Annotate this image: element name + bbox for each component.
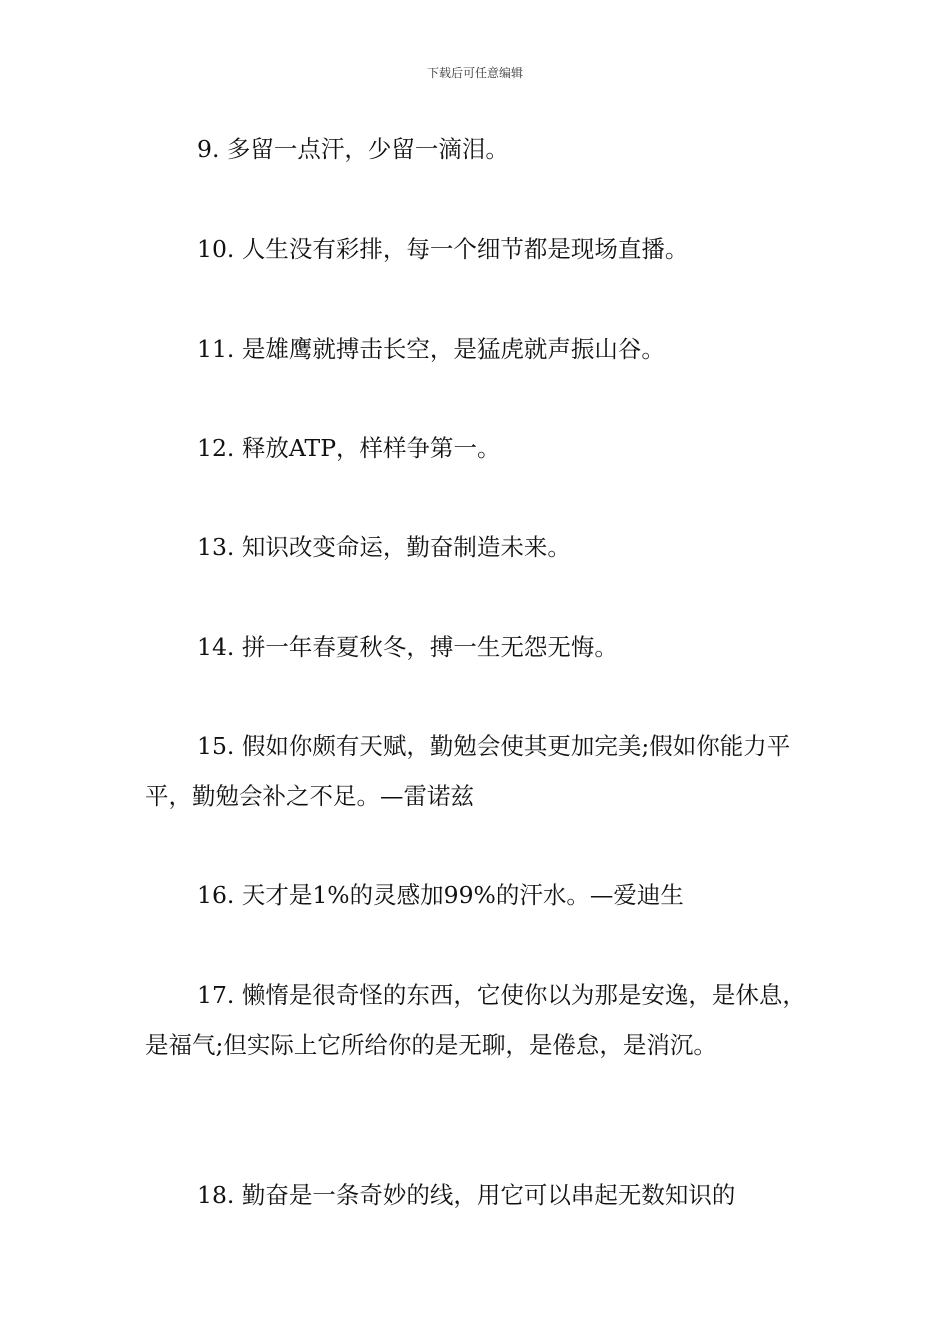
paragraph-16: 16. 天才是1%的灵感加99%的汗水。—爱迪生 bbox=[197, 881, 684, 909]
paragraph-14: 14. 拼一年春夏秋冬，搏一生无怨无悔。 bbox=[197, 633, 618, 661]
paragraph-11: 11. 是雄鹰就搏击长空，是猛虎就声振山谷。 bbox=[197, 335, 665, 363]
paragraph-9: 9. 多留一点汗，少留一滴泪。 bbox=[197, 135, 509, 163]
paragraph-18: 18. 勤奋是一条奇妙的线，用它可以串起无数知识的 bbox=[197, 1181, 736, 1209]
page-header: 下载后可任意编辑 bbox=[426, 66, 523, 80]
paragraph-15: 15. 假如你颇有天赋，勤勉会使其更加完美;假如你能力平平，勤勉会补之不足。—雷诺兹 bbox=[145, 732, 791, 810]
paragraph-10: 10. 人生没有彩排，每一个细节都是现场直播。 bbox=[197, 235, 689, 263]
paragraph-13: 13. 知识改变命运，勤奋制造未来。 bbox=[197, 533, 571, 561]
paragraph-12: 12. 释放ATP，样样争第一。 bbox=[197, 434, 501, 462]
paragraph-17: 17. 懒惰是很奇怪的东西，它使你以为那是安逸，是休息，是福气;但实际上它所给你的是无聊，是倦怠，是消沉。 bbox=[145, 981, 806, 1059]
